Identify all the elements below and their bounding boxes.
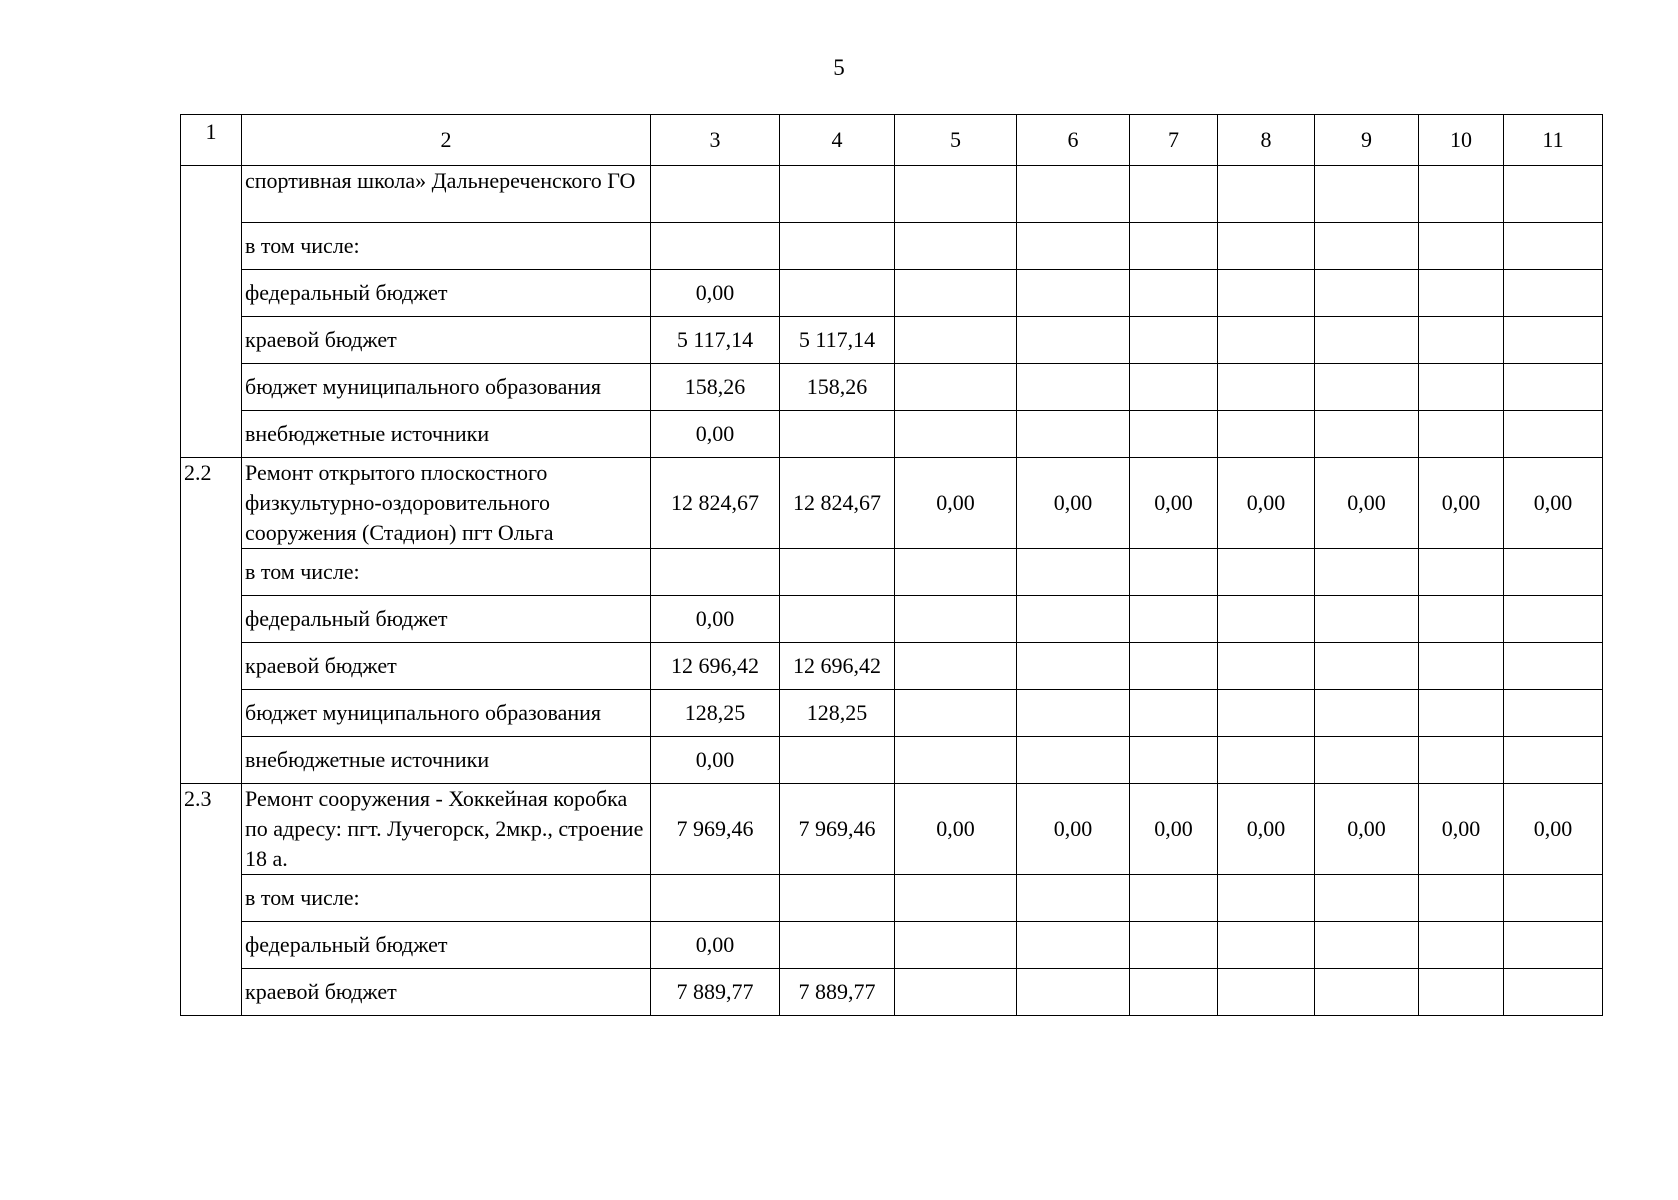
value-cell: 0,00	[651, 737, 780, 784]
value-cell	[1419, 317, 1504, 364]
value-cell: 0,00	[1130, 458, 1218, 549]
table-row	[181, 411, 1603, 458]
value-cell	[1017, 643, 1130, 690]
value-cell	[1017, 364, 1130, 411]
table-row	[181, 270, 1603, 317]
value-cell	[1130, 643, 1218, 690]
table-row	[181, 223, 1603, 270]
value-cell	[780, 737, 895, 784]
value-cell	[1315, 364, 1419, 411]
table-row	[181, 922, 1603, 969]
value-cell	[1130, 549, 1218, 596]
value-cell: 0,00	[651, 270, 780, 317]
value-cell: 158,26	[651, 364, 780, 411]
value-cell: 0,00	[895, 458, 1017, 549]
value-cell	[1504, 969, 1603, 1016]
value-cell	[1218, 411, 1315, 458]
table-row	[181, 784, 1603, 875]
value-cell	[1419, 223, 1504, 270]
header-cell: 9	[1315, 115, 1419, 166]
value-cell	[1504, 166, 1603, 223]
value-cell	[1130, 270, 1218, 317]
value-cell	[1017, 166, 1130, 223]
value-cell: 128,25	[780, 690, 895, 737]
value-cell	[895, 549, 1017, 596]
value-cell	[1315, 270, 1419, 317]
description-cell: внебюджетные источники	[242, 411, 651, 458]
value-cell	[1130, 737, 1218, 784]
value-cell	[1419, 596, 1504, 643]
value-cell	[1419, 875, 1504, 922]
row-index-cell: 2.2	[181, 458, 242, 784]
value-cell	[1017, 922, 1130, 969]
value-cell	[1218, 223, 1315, 270]
value-cell	[1315, 411, 1419, 458]
value-cell: 0,00	[895, 784, 1017, 875]
value-cell	[1218, 270, 1315, 317]
header-cell: 6	[1017, 115, 1130, 166]
value-cell	[1130, 166, 1218, 223]
value-cell	[1504, 690, 1603, 737]
value-cell	[780, 223, 895, 270]
value-cell	[1315, 643, 1419, 690]
table-row	[181, 458, 1603, 549]
description-cell: федеральный бюджет	[242, 596, 651, 643]
header-cell: 8	[1218, 115, 1315, 166]
value-cell	[1130, 411, 1218, 458]
value-cell	[1218, 549, 1315, 596]
value-cell: 5 117,14	[780, 317, 895, 364]
value-cell	[1130, 223, 1218, 270]
value-cell	[651, 166, 780, 223]
value-cell	[1017, 596, 1130, 643]
table-row	[181, 643, 1603, 690]
value-cell	[1504, 922, 1603, 969]
row-index-cell: 2.3	[181, 784, 242, 1016]
description-cell: бюджет муниципального образования	[242, 690, 651, 737]
value-cell: 128,25	[651, 690, 780, 737]
value-cell	[895, 922, 1017, 969]
table-row	[181, 969, 1603, 1016]
value-cell: 12 824,67	[780, 458, 895, 549]
description-cell: внебюджетные источники	[242, 737, 651, 784]
value-cell	[1017, 549, 1130, 596]
table-row	[181, 166, 1603, 223]
value-cell	[895, 166, 1017, 223]
value-cell	[1419, 411, 1504, 458]
value-cell	[1504, 549, 1603, 596]
value-cell: 7 889,77	[651, 969, 780, 1016]
value-cell	[780, 411, 895, 458]
value-cell	[1504, 737, 1603, 784]
value-cell	[1130, 596, 1218, 643]
value-cell	[1017, 969, 1130, 1016]
value-cell	[1218, 690, 1315, 737]
value-cell	[1017, 317, 1130, 364]
value-cell	[1130, 364, 1218, 411]
description-cell: спортивная школа» Дальнереченского ГО	[242, 166, 651, 223]
table-row	[181, 317, 1603, 364]
value-cell: 0,00	[651, 596, 780, 643]
value-cell	[1315, 317, 1419, 364]
value-cell	[1017, 875, 1130, 922]
value-cell	[1218, 317, 1315, 364]
value-cell	[1419, 737, 1504, 784]
value-cell	[780, 549, 895, 596]
value-cell: 158,26	[780, 364, 895, 411]
value-cell	[1218, 969, 1315, 1016]
header-cell: 2	[242, 115, 651, 166]
value-cell	[1315, 922, 1419, 969]
value-cell: 0,00	[651, 411, 780, 458]
row-index-cell	[181, 166, 242, 458]
value-cell	[895, 223, 1017, 270]
value-cell	[1504, 270, 1603, 317]
value-cell	[651, 223, 780, 270]
description-cell: в том числе:	[242, 875, 651, 922]
header-row	[181, 115, 1603, 166]
value-cell	[1218, 364, 1315, 411]
value-cell	[895, 411, 1017, 458]
value-cell: 0,00	[1504, 784, 1603, 875]
value-cell	[895, 364, 1017, 411]
value-cell	[895, 690, 1017, 737]
value-cell	[1419, 549, 1504, 596]
value-cell	[895, 270, 1017, 317]
value-cell	[895, 875, 1017, 922]
header-cell: 10	[1419, 115, 1504, 166]
value-cell	[1419, 922, 1504, 969]
value-cell	[1315, 596, 1419, 643]
value-cell: 0,00	[1218, 784, 1315, 875]
description-cell: краевой бюджет	[242, 643, 651, 690]
value-cell	[1017, 223, 1130, 270]
value-cell	[651, 875, 780, 922]
value-cell	[1218, 737, 1315, 784]
value-cell	[1218, 875, 1315, 922]
value-cell	[1130, 875, 1218, 922]
value-cell	[1504, 875, 1603, 922]
value-cell	[1419, 690, 1504, 737]
value-cell	[1315, 737, 1419, 784]
value-cell	[1315, 549, 1419, 596]
header-cell: 3	[651, 115, 780, 166]
header-cell: 5	[895, 115, 1017, 166]
value-cell	[895, 317, 1017, 364]
value-cell: 0,00	[1315, 784, 1419, 875]
value-cell	[1419, 969, 1504, 1016]
value-cell: 0,00	[651, 922, 780, 969]
value-cell: 0,00	[1504, 458, 1603, 549]
value-cell	[780, 596, 895, 643]
header-cell: 4	[780, 115, 895, 166]
value-cell	[1130, 969, 1218, 1016]
value-cell	[1130, 922, 1218, 969]
value-cell: 7 969,46	[780, 784, 895, 875]
budget-table	[180, 114, 1603, 1016]
value-cell	[895, 969, 1017, 1016]
value-cell	[1504, 643, 1603, 690]
value-cell	[1218, 166, 1315, 223]
value-cell	[895, 596, 1017, 643]
header-cell: 1	[181, 115, 242, 166]
value-cell: 12 824,67	[651, 458, 780, 549]
value-cell	[1017, 690, 1130, 737]
value-cell: 12 696,42	[780, 643, 895, 690]
value-cell	[651, 549, 780, 596]
value-cell	[780, 166, 895, 223]
value-cell	[1315, 223, 1419, 270]
value-cell: 0,00	[1419, 458, 1504, 549]
value-cell	[1419, 364, 1504, 411]
value-cell	[1218, 596, 1315, 643]
description-cell: краевой бюджет	[242, 969, 651, 1016]
description-cell: бюджет муниципального образования	[242, 364, 651, 411]
value-cell	[1504, 596, 1603, 643]
description-cell: Ремонт открытого плоскостного физкультурно-оздоровительного сооружения (Стадион) пгт Ольга	[242, 458, 651, 549]
value-cell: 0,00	[1017, 458, 1130, 549]
description-cell: федеральный бюджет	[242, 270, 651, 317]
description-cell: федеральный бюджет	[242, 922, 651, 969]
header-cell: 11	[1504, 115, 1603, 166]
table-row	[181, 596, 1603, 643]
table-row	[181, 364, 1603, 411]
description-cell: в том числе:	[242, 549, 651, 596]
value-cell	[1315, 969, 1419, 1016]
value-cell	[1419, 166, 1504, 223]
table-row	[181, 875, 1603, 922]
value-cell	[895, 737, 1017, 784]
table-row	[181, 549, 1603, 596]
value-cell	[1504, 223, 1603, 270]
value-cell	[780, 922, 895, 969]
table-row	[181, 690, 1603, 737]
value-cell	[1315, 166, 1419, 223]
value-cell	[895, 643, 1017, 690]
value-cell	[780, 270, 895, 317]
value-cell: 7 889,77	[780, 969, 895, 1016]
value-cell	[780, 875, 895, 922]
value-cell	[1130, 317, 1218, 364]
value-cell	[1017, 411, 1130, 458]
header-cell: 7	[1130, 115, 1218, 166]
value-cell: 0,00	[1419, 784, 1504, 875]
value-cell: 5 117,14	[651, 317, 780, 364]
value-cell	[1017, 270, 1130, 317]
page-number: 5	[833, 55, 845, 80]
value-cell	[1017, 737, 1130, 784]
value-cell: 0,00	[1315, 458, 1419, 549]
table-row	[181, 737, 1603, 784]
value-cell	[1504, 364, 1603, 411]
value-cell: 0,00	[1218, 458, 1315, 549]
value-cell	[1504, 317, 1603, 364]
value-cell	[1315, 690, 1419, 737]
value-cell	[1504, 411, 1603, 458]
value-cell	[1419, 270, 1504, 317]
description-cell: в том числе:	[242, 223, 651, 270]
value-cell	[1218, 643, 1315, 690]
description-cell: краевой бюджет	[242, 317, 651, 364]
value-cell: 0,00	[1017, 784, 1130, 875]
value-cell: 0,00	[1130, 784, 1218, 875]
value-cell	[1130, 690, 1218, 737]
value-cell	[1315, 875, 1419, 922]
value-cell	[1218, 922, 1315, 969]
value-cell: 12 696,42	[651, 643, 780, 690]
value-cell	[1419, 643, 1504, 690]
value-cell: 7 969,46	[651, 784, 780, 875]
description-cell: Ремонт сооружения - Хоккейная коробка по адресу: пгт. Лучегорск, 2мкр., строение 18 а.	[242, 784, 651, 875]
